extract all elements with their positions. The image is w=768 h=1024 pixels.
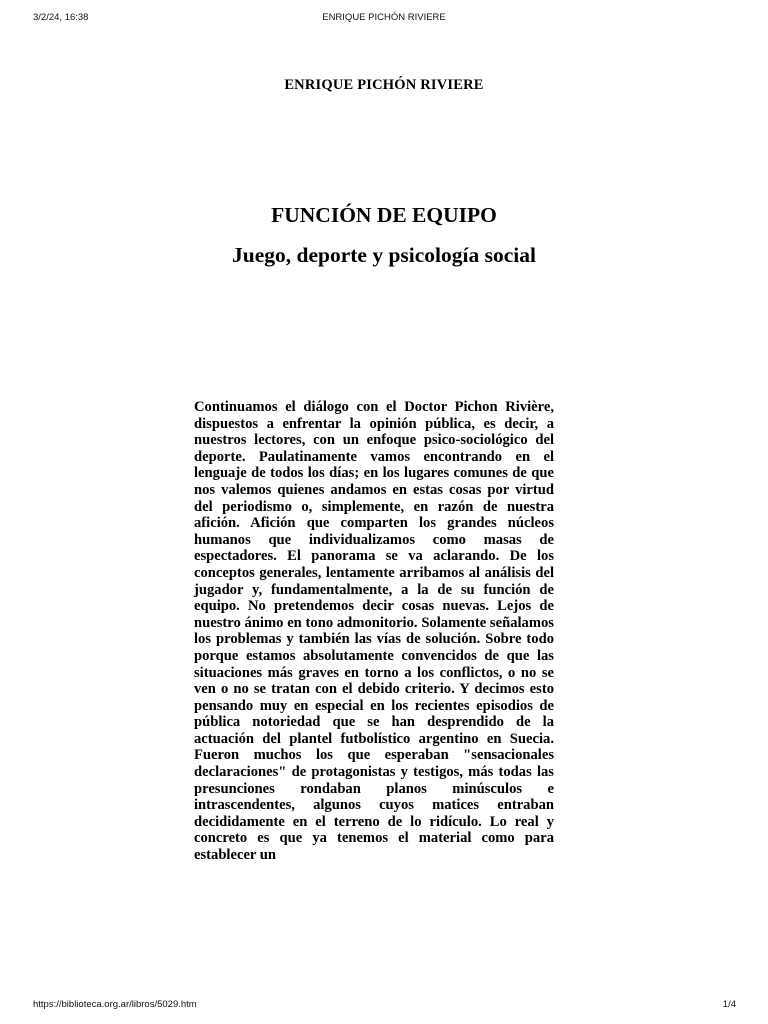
author-name: ENRIQUE PICHÓN RIVIERE [284,77,484,93]
document-subtitle: Juego, deporte y psicología social [232,243,536,267]
print-header-title: ENRIQUE PICHÓN RIVIERE [322,12,446,23]
body-paragraph: Continuamos el diálogo con el Doctor Pichon Rivière, dispuestos a enfrentar la opinión pública, es decir, a nuestros lectores, con un enfoque psico-sociológico del deporte. Paulatinamente vamos encontrando en el lenguaje de todos los días; en los lugares comunes de que nos valemos quienes andamos en estas cosas por virtud del periodismo o, simplemente, en razón de nuestra afición. Afición que comparten los grandes núcleos humanos que individualizamos como masas de espectadores. El panorama se va aclarando. De los conceptos generales, lentamente arribamos al análisis del jugador y, fundamentalmente, a la de su función de equipo. No pretendemos decir cosas nuevas. Lejos de nuestro ánimo en tono admonitorio. Solamente señalamos los problemas y también las vías de solución. Sobre todo porque estamos absolutamente convencidos de que las situaciones más graves en torno a los conflictos, o no se ven o no se tratan con el debido criterio. Y decimos esto pensando muy en especial en los recientes episodios de pública notoriedad que se han desprendido de la actuación del plantel futbolístico argentino en Suecia. Fueron muchos los que esperaban "sensacionales declaraciones" de protagonistas y testigos, más todas las presunciones rondaban planos minúsculos e intrascendentes, algunos cuyos matices entraban decididamente en el terreno de lo ridículo. Lo real y concreto es que ya tenemos el material como para establecer un [194,399,554,864]
document-title: FUNCIÓN DE EQUIPO [271,203,497,227]
print-datetime: 3/2/24, 16:38 [33,12,89,23]
print-header [0,12,768,30]
page-number: 1/4 [722,999,736,1010]
print-footer [0,999,768,1017]
print-url: https://biblioteca.org.ar/libros/5029.htm [33,999,197,1010]
